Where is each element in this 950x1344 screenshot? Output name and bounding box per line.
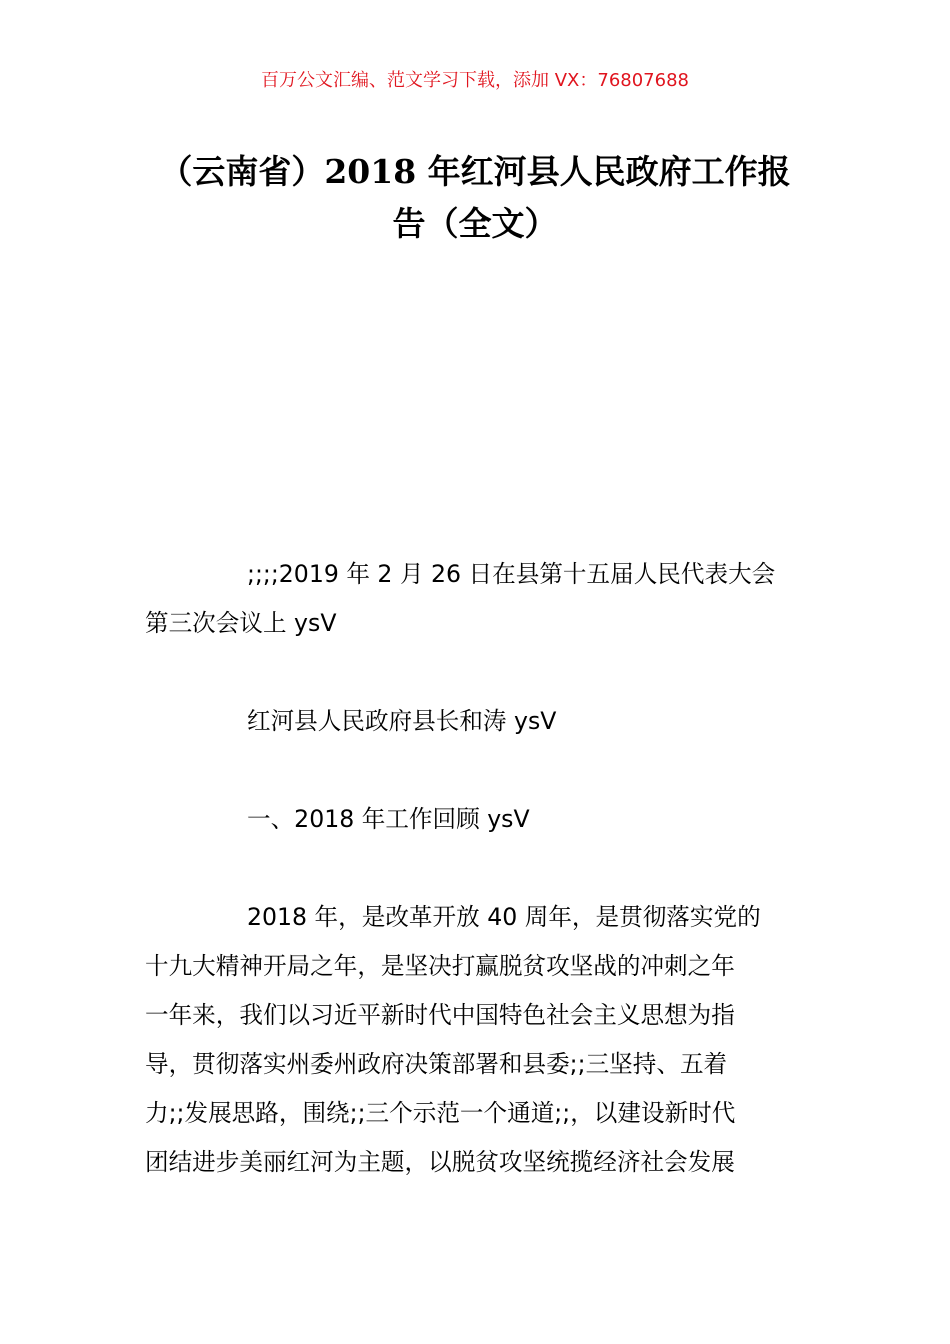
text-line: ;;;;2019 年 2 月 26 日在县第十五届人民代表大会: [247, 560, 776, 588]
paragraph-review-body: [145, 893, 807, 1187]
section-heading-review: [145, 795, 807, 844]
text-line: 红河县人民政府县长和涛 ysV: [247, 707, 557, 735]
text-line: 2018 年，是改革开放 40 周年，是贯彻落实党的: [247, 903, 761, 931]
text-line: 团结进步美丽红河为主题，以脱贫攻坚统揽经济社会发展: [145, 1148, 735, 1176]
text-line: 一年来，我们以习近平新时代中国特色社会主义思想为指: [145, 1001, 735, 1029]
section-heading: 一、2018 年工作回顾 ysV: [247, 805, 530, 833]
paragraph-speaker: [145, 697, 807, 746]
document-title: [140, 146, 810, 250]
text-line: 第三次会议上 ysV: [145, 609, 337, 637]
title-line-1: （云南省）2018 年红河县人民政府工作报: [159, 152, 791, 191]
paragraph-meeting-info: [145, 550, 807, 648]
text-line: 导，贯彻落实州委州政府决策部署和县委;;三坚持、五着: [145, 1050, 728, 1078]
promo-banner: 百万公文汇编、范文学习下载，添加 VX：76807688: [261, 70, 689, 91]
title-line-2: 告（全文）: [392, 204, 558, 243]
text-line: 力;;发展思路，围绕;;三个示范一个通道;;，以建设新时代: [145, 1099, 736, 1127]
text-line: 十九大精神开局之年，是坚决打赢脱贫攻坚战的冲刺之年: [145, 952, 735, 980]
